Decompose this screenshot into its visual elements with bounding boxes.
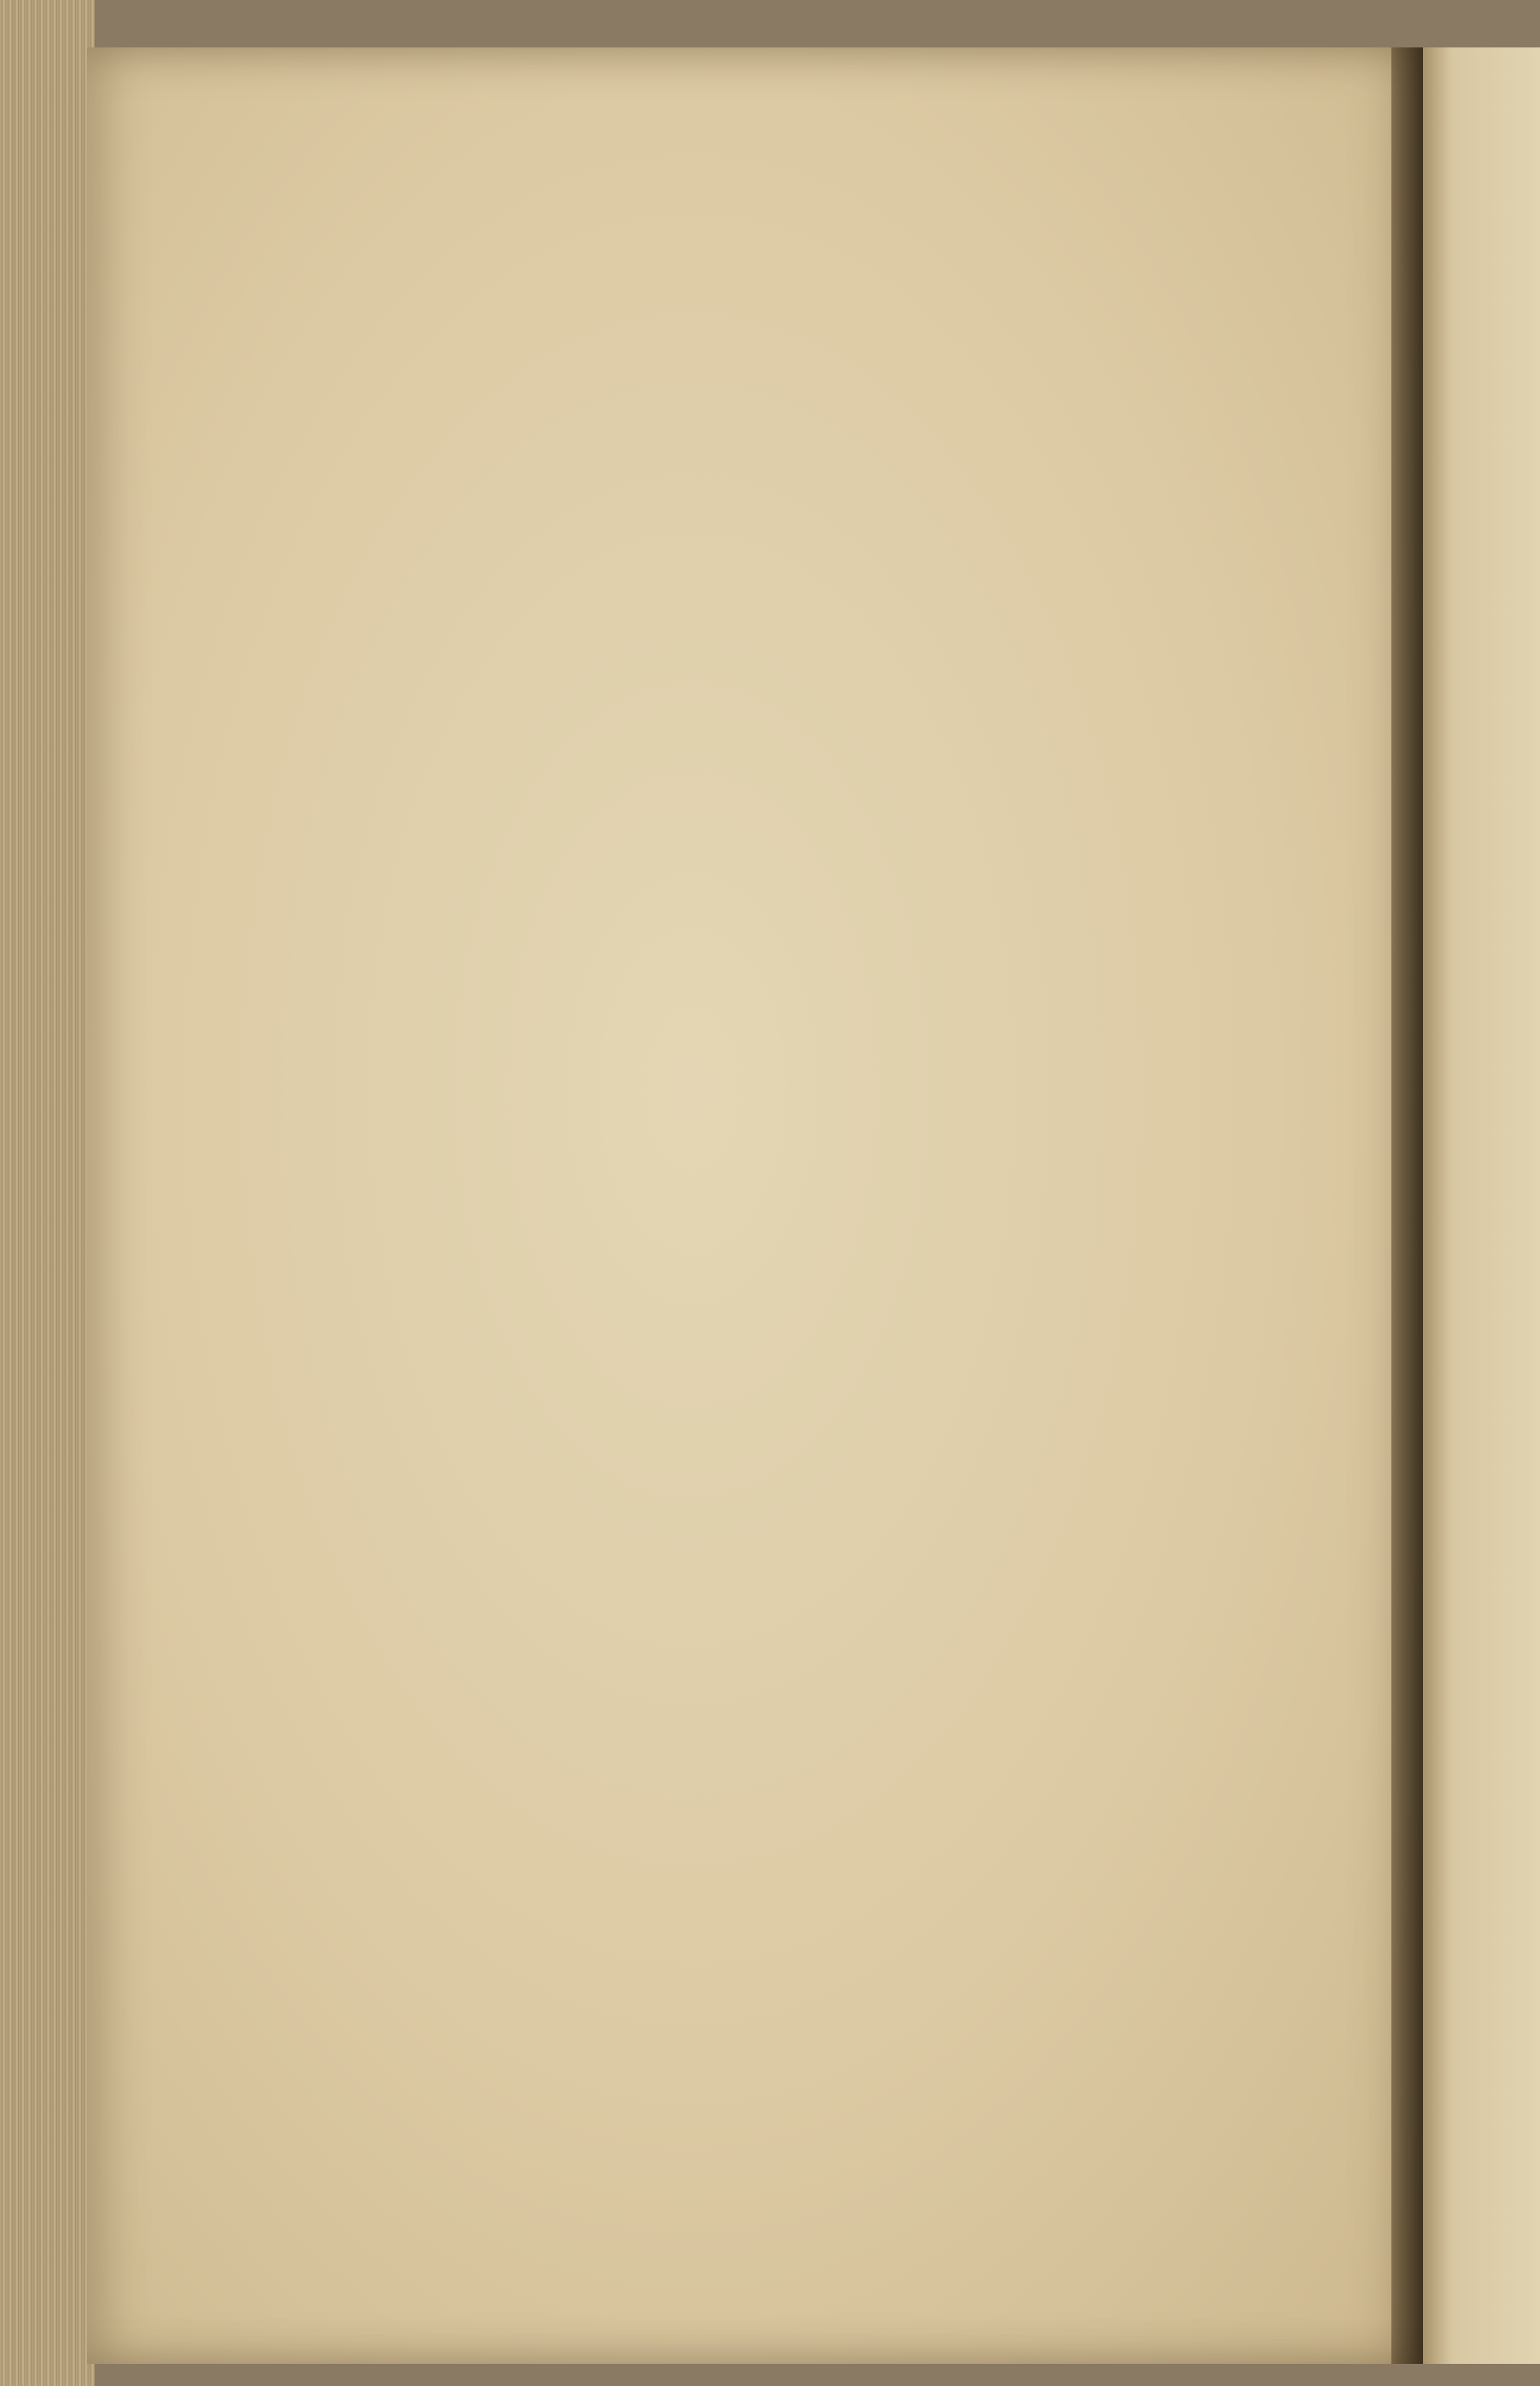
section-subheading: [648, 1150, 1249, 1199]
book-page-stack: [0, 0, 95, 2386]
left-page: [87, 47, 1431, 2364]
page-number: [439, 154, 534, 202]
drop-cap: [411, 1218, 466, 1344]
right-page-fragment: [1423, 47, 1540, 2364]
section-heading: [474, 1091, 1391, 1146]
running-title: [656, 154, 1336, 202]
